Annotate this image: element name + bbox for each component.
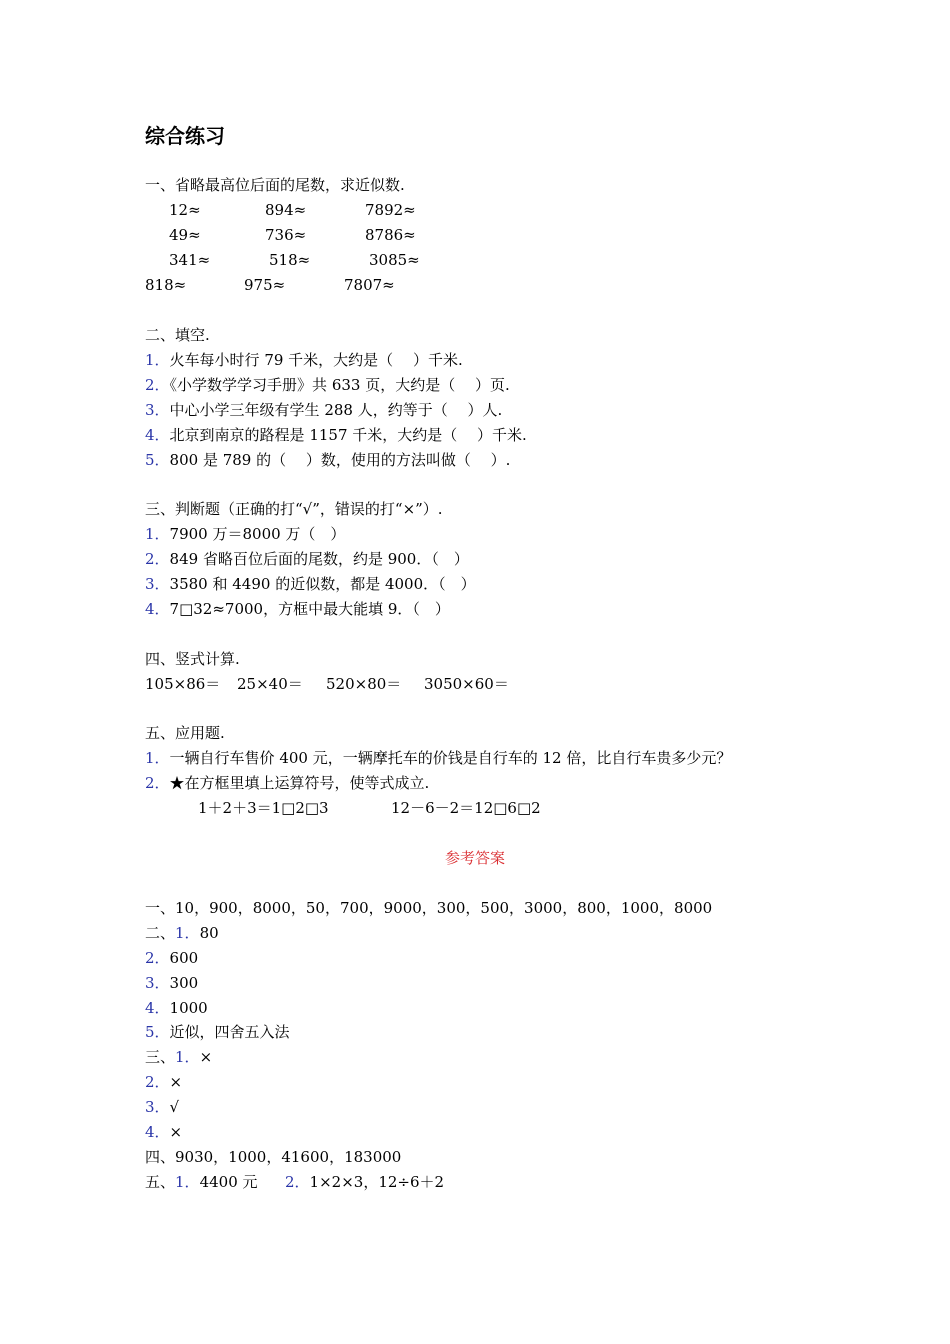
question-text: 849 省略百位后面的尾数，约是 900．（ ） [169,550,469,568]
calc-item: 3050×60＝ [424,675,509,693]
answer-3-4 [145,1120,182,1145]
approx-item: 975≈ [244,276,286,294]
answer-3-1 [145,1045,212,1070]
answer-5 [145,1170,565,1195]
question-text: 7900 万＝8000 万（ ） [169,525,346,543]
answer-text: 近似，四舍五入法 [169,1023,290,1041]
answer-2-2 [145,946,198,971]
answer-text: 80 [199,924,219,942]
question-text: 一辆自行车售价 400 元，一辆摩托车的价钱是自行车的 12 倍，比自行车贵多少元？ [169,749,732,767]
question-text: 800 是 789 的（ ）数，使用的方法叫做（ ）. [169,451,511,469]
judge-question [145,572,476,597]
question-number: 4． [145,426,170,444]
question-number: 1． [145,749,170,767]
calc-item: 520×80＝ [326,675,402,693]
answer-number: 3． [145,1098,170,1116]
answer-number: 5． [145,1023,170,1041]
answer-text: × [169,1123,183,1141]
answer-number: 2． [285,1173,310,1191]
answer-number: 2． [145,949,170,967]
approx-item: 341≈ [169,251,211,269]
answer-prefix: 五、 [145,1173,176,1191]
fill-question [145,423,527,448]
question-number: 3． [145,575,170,593]
approx-item: 12≈ [169,201,201,219]
answer-number: 1． [175,1048,200,1066]
judge-question [145,522,345,547]
answer-prefix: 三、 [145,1048,176,1066]
approx-item: 7807≈ [344,276,395,294]
approx-row-4 [145,273,545,298]
question-number: 2． [145,376,170,394]
approx-item: 3085≈ [369,251,420,269]
calc-row [145,672,565,697]
fill-question [145,373,510,398]
approx-item: 736≈ [265,226,307,244]
answer-prefix: 二、 [145,924,176,942]
word-problem [145,746,731,771]
question-text: 7□32≈7000，方框中最大能填 9．（ ） [169,600,450,618]
answer-2-1 [145,921,219,946]
answer-2-4 [145,996,208,1021]
calc-item: 105×86＝ [145,675,221,693]
answer-number: 4． [145,999,170,1017]
question-number: 5． [145,451,170,469]
answer-number: 1． [175,1173,200,1191]
answer-2-3 [145,971,198,996]
page-title: 综合练习 [145,124,225,148]
approx-row-3 [145,248,545,273]
fill-question [145,348,463,373]
answer-text: 1×2×3，12÷6＋2 [309,1173,445,1191]
approx-item: 8786≈ [365,226,416,244]
judge-question [145,547,469,572]
answers-heading: 参考答案 [444,849,505,867]
answer-4: 四、9030，1000，41600，183000 [145,1148,402,1166]
approx-item: 49≈ [169,226,201,244]
question-text: 北京到南京的路程是 1157 千米，大约是（ ）千米. [169,426,527,444]
word-problem [145,771,429,796]
answer-text: 300 [169,974,199,992]
fill-question [145,398,502,423]
question-number: 3． [145,401,170,419]
answer-number: 4． [145,1123,170,1141]
section2-heading: 二、填空. [145,326,210,344]
question-text: ★在方框里填上运算符号，使等式成立. [169,774,430,792]
question-number: 2． [145,550,170,568]
section3-heading: 三、判断题（正确的打“√”，错误的打“×”）. [145,500,443,518]
approx-item: 818≈ [145,276,187,294]
question-text: 3580 和 4490 的近似数，都是 4000．（ ） [169,575,476,593]
fill-question [145,448,510,473]
judge-question [145,597,450,622]
question-number: 2． [145,774,170,792]
answer-5-part-2 [285,1170,444,1195]
section1-heading: 一、省略最高位后面的尾数，求近似数. [145,176,405,194]
answer-text: × [199,1048,213,1066]
answer-text: √ [169,1098,180,1116]
answer-number: 3． [145,974,170,992]
question-number: 4． [145,600,170,618]
answer-1: 一、10，900，8000，50，700，9000，300，500，3000，800，1000，8000 [145,899,713,917]
section4-heading: 四、竖式计算. [145,650,240,668]
approx-item: 7892≈ [365,201,416,219]
calc-item: 25×40＝ [237,675,303,693]
question-text: 火车每小时行 79 千米，大约是（ ）千米. [169,351,463,369]
question-number: 1． [145,351,170,369]
question-text: 《小学数学学习手册》共 633 页，大约是（ ）页. [169,376,510,394]
answer-text: × [169,1073,183,1091]
question-text: 中心小学三年级有学生 288 人，约等于（ ）人. [169,401,503,419]
answer-text: 1000 [169,999,208,1017]
answer-number: 1． [175,924,200,942]
question-number: 1． [145,525,170,543]
answer-text: 4400 元 [199,1173,258,1191]
answer-number: 2． [145,1073,170,1091]
answer-3-3 [145,1095,179,1120]
approx-row-2 [145,223,545,248]
answer-3-2 [145,1070,182,1095]
equation: 1＋2＋3＝1□2□3 [198,799,329,817]
approx-item: 518≈ [269,251,311,269]
approx-row-1 [145,198,545,223]
answer-2-5 [145,1020,290,1045]
equation: 12－6－2＝12□6□2 [391,799,541,817]
approx-item: 894≈ [265,201,307,219]
answer-text: 600 [169,949,199,967]
section5-heading: 五、应用题. [145,724,225,742]
equation-row [145,796,565,821]
